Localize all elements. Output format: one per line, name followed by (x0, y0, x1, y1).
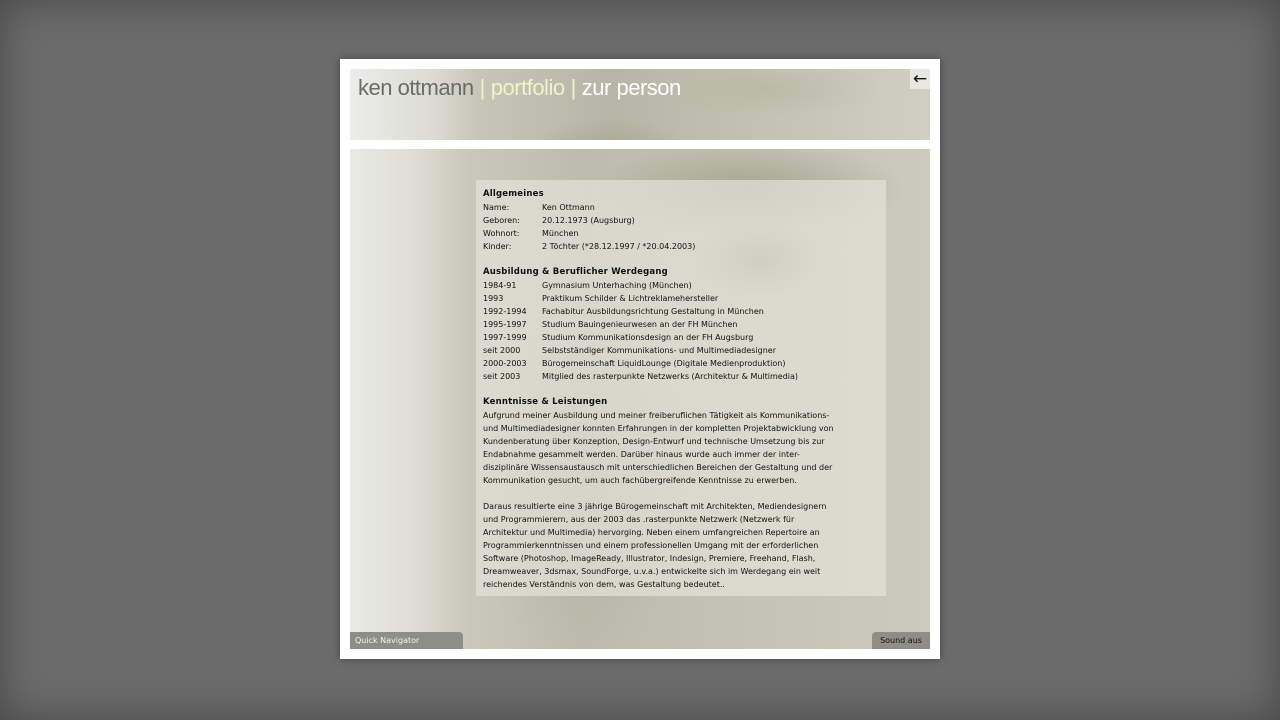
info-row (483, 227, 886, 240)
back-arrow-icon[interactable]: ← (910, 69, 930, 89)
career-year: 1992-1994 (483, 307, 527, 316)
ausbildung-list (483, 279, 886, 383)
career-year: 1997-1999 (483, 333, 527, 342)
paragraph-line: Daraus resultierte eine 3 jährige Bürogemeinschaft mit Architekten, Mediendesignern (483, 502, 827, 511)
portfolio-window (340, 59, 940, 659)
title-section[interactable]: portfolio (490, 75, 565, 100)
career-row (483, 318, 886, 331)
quick-navigator-button[interactable]: Quick Navigator (350, 632, 463, 649)
career-text: Mitglied des rasterpunkte Netzwerks (Architektur & Multimedia) (542, 372, 799, 381)
title-page: zur person (581, 75, 681, 100)
career-year: 1993 (483, 294, 504, 303)
paragraph-line: Kundenberatung über Konzeption, Design-Entwurf und technische Umsetzung bis zur (483, 437, 825, 446)
paragraph-line: Programmierkenntnissen und einem professionellen Umgang mit der erforderlichen (483, 541, 819, 550)
career-year: seit 2000 (483, 346, 521, 355)
photo-background (350, 149, 930, 649)
title-separator: | (570, 75, 576, 100)
career-year: 1995-1997 (483, 320, 527, 329)
title-name[interactable]: ken ottmann (358, 75, 474, 100)
paragraph-line: reichendes Verständnis von dem, was Gestaltung bedeutet.. (483, 580, 725, 589)
paragraph-line: Endabnahme gesammelt werden. Darüber hinaus wurde auch immer der inter- (483, 450, 800, 459)
cv-panel (476, 180, 886, 596)
info-value: München (542, 229, 579, 238)
paragraph-line: und Programmierern, aus der 2003 das .rasterpunkte Netzwerk (Netzwerk für (483, 515, 795, 524)
title-separator: | (479, 75, 485, 100)
career-text: Gymnasium Unterhaching (München) (542, 281, 692, 290)
career-year: 2000-2003 (483, 359, 527, 368)
paragraph-line: Aufgrund meiner Ausbildung und meiner freiberuflichen Tätigkeit als Kommunikations- (483, 411, 830, 420)
paragraph-line: disziplinäre Wissensaustausch mit unterschiedlichen Bereichen der Gestaltung und der (483, 463, 833, 472)
career-text: Studium Kommunikationsdesign an der FH Augsburg (542, 333, 754, 342)
career-text: Selbstständiger Kommunikations- und Multimediadesigner (542, 346, 777, 355)
career-row (483, 331, 886, 344)
section-title-ausbildung: Ausbildung & Beruflicher Werdegang (483, 267, 668, 277)
paragraph-1 (483, 409, 871, 487)
info-value: 2 Töchter (*28.12.1997 / *20.04.2003) (542, 242, 696, 251)
career-row (483, 279, 886, 292)
header-banner (350, 69, 930, 140)
info-key: Kinder: (483, 242, 512, 251)
info-row (483, 214, 886, 227)
career-year: seit 2003 (483, 372, 521, 381)
paragraph-line: Software (Photoshop, ImageReady, Illustrator, Indesign, Premiere, Freehand, Flash, (483, 554, 816, 563)
section-title-allgemeines: Allgemeines (483, 189, 544, 199)
paragraph-line: Dreamweaver, 3dsmax, SoundForge, u.v.a.) entwickelte sich im Werdegang ein weit (483, 567, 821, 576)
info-key: Geboren: (483, 216, 520, 225)
info-value: Ken Ottmann (542, 203, 595, 212)
page-title (358, 75, 681, 101)
section-title-kenntnisse: Kenntnisse & Leistungen (483, 397, 608, 407)
career-row (483, 292, 886, 305)
info-key: Name: (483, 203, 510, 212)
career-text: Fachabitur Ausbildungsrichtung Gestaltung in München (542, 307, 764, 316)
paragraph-line: Architektur und Multimedia) hervorging. Neben einem umfangreichen Repertoire an (483, 528, 820, 537)
paragraph-line: und Multimediadesigner konnten Erfahrungen in der kompletten Projektabwicklung von (483, 424, 834, 433)
career-text: Praktikum Schilder & Lichtreklamehersteller (542, 294, 719, 303)
career-text: Bürogemeinschaft LiquidLounge (Digitale Medienproduktion) (542, 359, 786, 368)
allgemeines-list (483, 201, 886, 253)
career-row (483, 344, 886, 357)
career-row (483, 357, 886, 370)
info-value: 20.12.1973 (Augsburg) (542, 216, 635, 225)
career-row (483, 370, 886, 383)
paragraph-line: Kommunikation gesucht, um auch fachübergreifende Kenntnisse zu erwerben. (483, 476, 797, 485)
career-text: Studium Bauingenieurwesen an der FH München (542, 320, 738, 329)
info-row (483, 201, 886, 214)
career-year: 1984-91 (483, 281, 517, 290)
info-key: Wohnort: (483, 229, 520, 238)
career-row (483, 305, 886, 318)
info-row (483, 240, 886, 253)
paragraph-2 (483, 500, 871, 591)
sound-toggle-button[interactable]: Sound aus (872, 632, 930, 649)
